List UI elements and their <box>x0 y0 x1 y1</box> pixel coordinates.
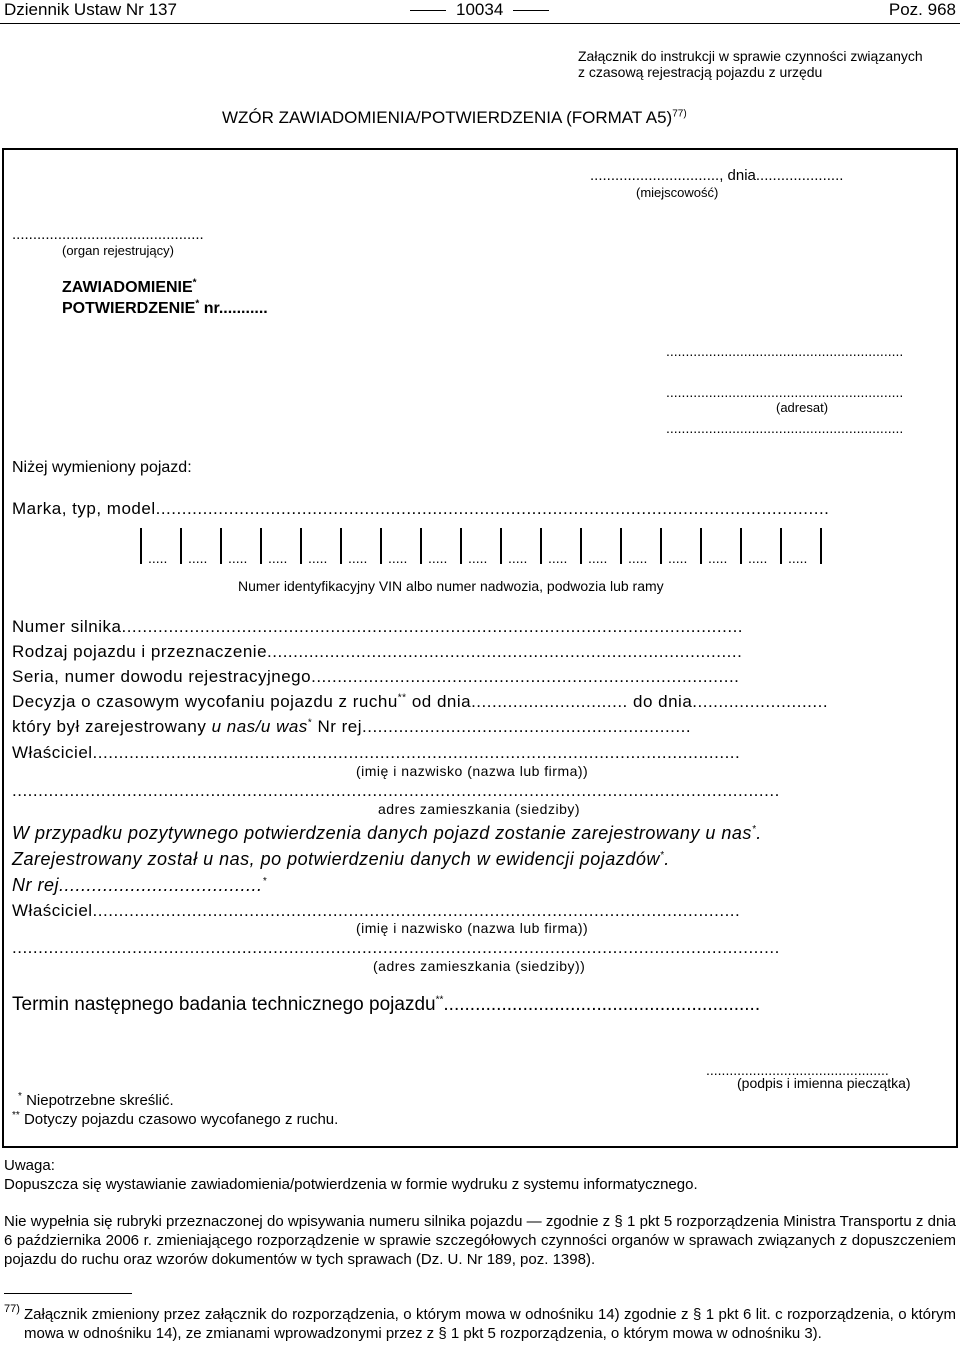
nr-rej-field <box>12 875 267 896</box>
vin-cell: ..... <box>788 550 808 566</box>
vin-cell: ..... <box>588 550 608 566</box>
vin-cell: ..... <box>628 550 648 566</box>
vin-cell: ..... <box>548 550 568 566</box>
signature-dots: ............................................... <box>706 1062 889 1078</box>
remarks-paragraph-1: Dopuszcza się wystawianie zawiadomienia/potwierdzenia w formie wydruku z systemu informatycznego. <box>4 1176 698 1193</box>
footnote-2-mark: ** <box>12 1110 20 1121</box>
vin-cell-divider <box>700 528 702 564</box>
address-label-1: adres zamieszkania (siedziby) <box>378 801 581 817</box>
vin-row <box>140 528 822 564</box>
address-field-1: ................................................................................................................................................... <box>12 781 780 800</box>
addressee-line2: ............................................................. <box>666 384 904 400</box>
vin-cell-divider <box>340 528 342 564</box>
footnote-separator <box>4 1293 132 1294</box>
vin-cell-divider <box>300 528 302 564</box>
heading-confirmation <box>62 300 268 318</box>
vehicle-type-field: Rodzaj pojazdu i przeznaczenie........................................................................................... <box>12 642 743 661</box>
registered-star: * <box>307 717 313 729</box>
form-title <box>222 108 687 128</box>
position-number: Poz. 968 <box>888 0 956 19</box>
owner-label-1: (imię i nazwisko (nazwa lub firma)) <box>356 763 589 779</box>
bottom-note-mark: 77) <box>4 1303 20 1315</box>
vin-cell-divider <box>460 528 462 564</box>
vin-cell: ..... <box>268 550 288 566</box>
decision-dates: od dnia.............................. do dnia.......................... <box>411 692 829 711</box>
vin-cell-divider <box>660 528 662 564</box>
inspection-text: Termin następnego badania technicznego pojazdu <box>12 994 436 1015</box>
vin-cell-divider <box>180 528 182 564</box>
form-title-note: 77) <box>672 108 687 120</box>
place-label: (miejscowość) <box>636 185 719 200</box>
vin-cell: ..... <box>468 550 488 566</box>
registered-choice: u nas/u was <box>211 717 308 736</box>
dash-left <box>410 10 446 11</box>
heading-notification <box>62 279 197 297</box>
vin-cell: ..... <box>708 550 728 566</box>
registered-field <box>12 717 946 737</box>
vin-cell: ..... <box>348 550 368 566</box>
remarks-title: Uwaga: <box>4 1157 55 1174</box>
vin-cell-divider <box>140 528 142 564</box>
addressee-line1: ............................................................. <box>666 343 904 359</box>
vin-cell-divider <box>540 528 542 564</box>
vin-cell: ..... <box>508 550 528 566</box>
decision-field <box>12 692 946 712</box>
registration-document-field: Seria, numer dowodu rejestracyjnego.................................................................................. <box>12 667 740 686</box>
vin-label: Numer identyfikacyjny VIN albo numer nadwozia, podwozia lub ramy <box>238 578 664 594</box>
vin-cell: ..... <box>188 550 208 566</box>
vin-cell: ..... <box>748 550 768 566</box>
inspection-field <box>12 994 946 1016</box>
footnote-2 <box>12 1111 338 1128</box>
vin-cell: ..... <box>668 550 688 566</box>
engine-number-field: Numer silnika....................................................................................................................... <box>12 617 744 636</box>
addressee-line3: ............................................................. <box>666 420 904 436</box>
owner-field-2: Właściciel............................................................................................................................ <box>12 901 741 920</box>
positive-confirmation-text: W przypadku pozytywnego potwierdzenia danych pojazd zostanie zarejestrowany u nas*. <box>12 823 762 843</box>
footnote-1-mark: * <box>18 1091 22 1102</box>
journal-title: Dziennik Ustaw Nr 137 <box>4 0 177 19</box>
positive-text: W przypadku pozytywnego potwierdzenia danych pojazd zostanie zarejestrowany u nas <box>12 823 752 843</box>
dash-right <box>513 10 549 11</box>
registered-nr: Nr rej............................................................... <box>317 717 692 736</box>
remarks-paragraph-2: Nie wypełnia się rubryki przeznaczonej do wpisywania numeru silnika pojazdu — zgodnie z § 1 pkt 5 rozporządzenia Ministra Transportu z dnia 6 października 2006 r. zmieniającego rozporządzenie w sprawie szczegółowych czynności organów w sprawach związanych z dopuszczeniem pojazdu do ruchu oraz wzorów dokumentów w tych sprawach (Dz. U. Nr 189, poz. 1398). <box>4 1213 956 1268</box>
vin-cell: ..... <box>428 550 448 566</box>
heading-line1: ZAWIADOMIENIE <box>62 279 193 296</box>
page-number <box>410 0 549 20</box>
inspection-star: ** <box>435 994 444 1006</box>
annex-note-line2: z czasową rejestracją pojazdu z urzędu <box>578 64 823 80</box>
nr-rej-text: Nr rej..................................... <box>12 875 263 895</box>
footnote-2-text: Dotyczy pojazdu czasowo wycofanego z ruchu. <box>23 1111 339 1128</box>
footnote-1 <box>18 1092 174 1109</box>
decision-star: ** <box>397 692 407 704</box>
heading-nr: nr........... <box>203 300 268 317</box>
vin-cell-divider <box>500 528 502 564</box>
vin-cell-divider <box>580 528 582 564</box>
address-field-2: ................................................................................................................................................... <box>12 938 780 957</box>
place-date: ..............................., dnia..................... <box>590 167 844 184</box>
heading-star1: * <box>192 277 197 289</box>
bottom-note-text: Załącznik zmieniony przez załącznik do rozporządzenia, o którym mowa w odnośniku 14) zgodnie z § 1 pkt 6 lit. c rozporządzenia, o którym mowa w odnośniku 14), ze zmianami wprowadzonymi przez z § 1 pkt 5 rozporządzenia, o którym mowa w odnośniku 3). <box>24 1306 956 1342</box>
make-field: Marka, typ, model................................................................................................................................. <box>12 499 830 518</box>
vin-cell-divider <box>260 528 262 564</box>
vin-cell-divider <box>780 528 782 564</box>
owner-label-2: (imię i nazwisko (nazwa lub firma)) <box>356 920 589 936</box>
vin-cell: ..... <box>148 550 168 566</box>
heading-line2: POTWIERDZENIE <box>62 300 196 317</box>
positive-star: * <box>751 824 757 835</box>
footnote-1-text: Niepotrzebne skreślić. <box>26 1092 174 1109</box>
organ-label: (organ rejestrujący) <box>62 243 174 258</box>
registered-we-star: * <box>659 850 665 861</box>
address-label-2: (adres zamieszkania (siedziby)) <box>373 958 586 974</box>
annex-note-line1: Załącznik do instrukcji w sprawie czynności związanych <box>578 48 923 64</box>
registered-text: który był zarejestrowany <box>12 717 207 736</box>
page-number-value: 10034 <box>456 0 504 19</box>
vin-cell: ..... <box>388 550 408 566</box>
registered-we-text: Zarejestrowany został u nas, po potwierdzeniu danych w ewidencji pojazdów*. <box>12 849 670 869</box>
vin-cell-divider <box>620 528 622 564</box>
vin-cell-divider <box>740 528 742 564</box>
vin-cell: ..... <box>308 550 328 566</box>
vin-cell: ..... <box>228 550 248 566</box>
owner-field-1: Właściciel............................................................................................................................ <box>12 743 741 762</box>
addressee-label: (adresat) <box>776 400 829 415</box>
decision-text: Decyzja o czasowym wycofaniu pojazdu z ruchu <box>12 692 398 711</box>
vehicle-intro: Niżej wymieniony pojazd: <box>12 459 192 476</box>
vin-cell-divider <box>820 528 822 564</box>
vin-cell-divider <box>420 528 422 564</box>
nr-rej-star: * <box>262 876 267 887</box>
vin-cell-divider <box>380 528 382 564</box>
registered-we-main: Zarejestrowany został u nas, po potwierdzeniu danych w ewidencji pojazdów <box>12 849 660 869</box>
organ-dots: .............................................. <box>12 226 204 243</box>
form-title-text: WZÓR ZAWIADOMIENIA/POTWIERDZENIA (FORMAT A5) <box>222 108 673 127</box>
header-rule <box>0 23 960 24</box>
inspection-dots: ............................................................ <box>443 994 761 1015</box>
heading-star2: * <box>195 298 200 310</box>
vin-cell-divider <box>220 528 222 564</box>
signature-label: (podpis i imienna pieczątka) <box>737 1075 911 1091</box>
